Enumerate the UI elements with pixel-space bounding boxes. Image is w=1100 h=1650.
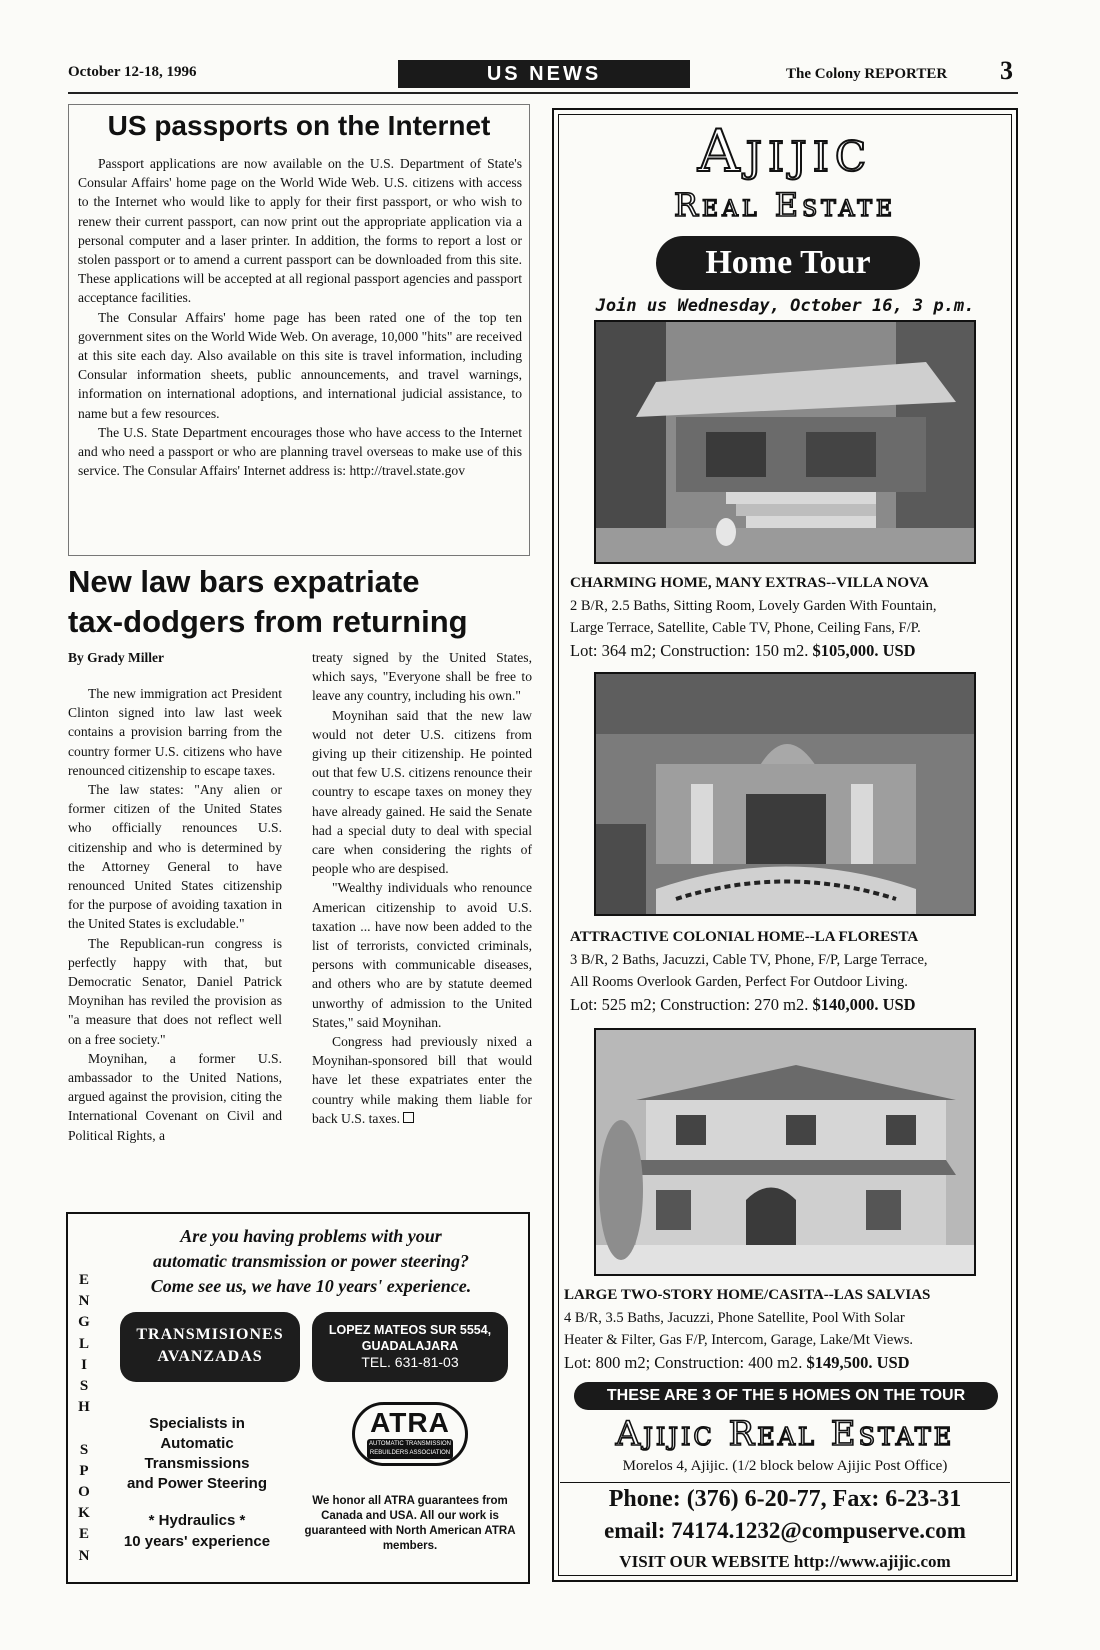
listing-villa-nova [570, 572, 1006, 662]
listing-title: ATTRACTIVE COLONIAL HOME--LA FLORESTA [570, 929, 919, 945]
passport-paragraph: The U.S. State Department encourages those who have access to the Internet and who need a passport or who are planning travel overseas to make use of this service. The Consular Affairs' Internet address is: http://travel.state.gov [78, 424, 522, 479]
vertical-letter: E [78, 1526, 89, 1543]
passport-article-body [78, 154, 522, 480]
transmission-ad-headline [96, 1224, 526, 1299]
tour-date-text: Join us Wednesday, October 16, 3 p.m. [595, 296, 975, 316]
law-paragraph: The law states: "Any alien or former citizen of the United States who officially renounces U.S. citizenship and who is determined by the Attorney General to have renounced United States citizenship for the purpose of avoiding taxation in the United States is excludable." [68, 782, 282, 932]
law-article-column-2 [312, 648, 532, 1128]
listing-title: CHARMING HOME, MANY EXTRAS--VILLA NOVA [570, 575, 929, 591]
vertical-letter: N [78, 1547, 90, 1564]
experience-line: 10 years' experience [123, 1533, 271, 1550]
headline-line: Are you having problems with your [180, 1226, 442, 1246]
phone-line: TEL. 631-81-03 [361, 1354, 459, 1370]
spec-line: Transmissions [144, 1455, 250, 1472]
headline-line: tax-dodgers from returning [68, 604, 468, 639]
listing-la-floresta [570, 926, 1006, 1016]
law-paragraph: treaty signed by the United States, which says, "Everyone shall be free to leave any country, including his own." [312, 650, 532, 704]
ajijic-logo-title: Ajijic [697, 117, 873, 185]
spec-line: and Power Steering [126, 1475, 268, 1492]
listing-details: 4 B/R, 3.5 Baths, Jacuzzi, Phone Satellite, Pool With Solar [564, 1309, 905, 1326]
hydraulics-line: * Hydraulics * [148, 1512, 246, 1529]
home-tour-badge: Home Tour [656, 236, 920, 290]
specialists-text [104, 1414, 290, 1494]
law-paragraph-text: Congress had previously nixed a Moynihan-sponsored bill that would have let these expatriates enter the country while making them liable for back U.S. taxes. [312, 1034, 532, 1126]
end-of-story-icon [403, 1112, 414, 1123]
listing-details: Heater & Filter, Gas F/P, Intercom, Garage, Lake/Mt Views. [564, 1332, 914, 1348]
listing-lot-line [570, 994, 1006, 1017]
vertical-letter: O [78, 1484, 90, 1501]
passport-article-title: US passports on the Internet [107, 110, 491, 141]
contact-divider [560, 1482, 1010, 1483]
listing-price: $149,500. USD [806, 1352, 910, 1372]
vertical-letter: S [79, 1441, 89, 1458]
law-paragraph: Moynihan, a former U.S. ambassador to the United Nations, argued against the provision, citing the International Covenant on Civil and Political Rights, a [68, 1050, 282, 1143]
la-floresta-house-photo [594, 672, 976, 916]
spec-line: Automatic [160, 1435, 234, 1452]
listing-lot-line [564, 1352, 1010, 1375]
vertical-letter: I [81, 1356, 87, 1373]
hydraulics-text [104, 1510, 290, 1552]
atra-logo-text: ATRA [370, 1407, 450, 1438]
listing-lot: Lot: 525 m2; Construction: 270 m2. [570, 994, 809, 1014]
section-banner: US NEWS [398, 60, 690, 88]
email-address: email: 74174.1232@compuserve.com [604, 1518, 966, 1543]
headline-line: New law bars expatriate [68, 564, 420, 599]
vertical-letter: P [79, 1462, 89, 1479]
vertical-letter: L [78, 1335, 89, 1352]
business-name-line: AVANZADAS [157, 1348, 263, 1365]
law-paragraph: The Republican-run congress is perfectly happy with that, but Democratic Senator, Daniel Patrick Moynihan has reviled the provision as "a measure that does not reflect well on a free society." [68, 935, 282, 1047]
vertical-letter: N [78, 1293, 90, 1310]
house-photo-2-drawing [596, 674, 974, 914]
passport-paragraph: The Consular Affairs' home page has been rated one of the top ten government sites on the World Wide Web. On average, 10,000 "hits" are received at this site each day. Also available on this site is travel information, including Consular information sheets, public announcements, and travel warnings, information on international adoptions, and international judicial assistance, to name but a few resources. [78, 309, 522, 421]
vertical-letter: H [78, 1399, 90, 1416]
listing-details: 2 B/R, 2.5 Baths, Sitting Room, Lovely Garden With Fountain, [570, 597, 937, 614]
business-name-line: TRANSMISIONES [136, 1326, 284, 1343]
website-url: VISIT OUR WEBSITE http://www.ajijic.com [619, 1552, 951, 1571]
law-paragraph: Moynihan said that the new law would not deter U.S. citizens from giving up their citizenship. He pointed out that few U.S. citizens renounce their country to escape taxes on money they have already gained. He said the Senate had a special duty to deal with special care when considering the rights of people who are despised. [312, 707, 532, 877]
office-address: Morelos 4, Ajijic. (1/2 block below Ajijic Post Office) [622, 1458, 948, 1474]
issue-date: October 12-18, 1996 [68, 64, 197, 80]
headline-line: automatic transmission or power steering? [152, 1251, 470, 1271]
tour-homes-banner: THESE ARE 3 OF THE 5 HOMES ON THE TOUR [574, 1382, 998, 1410]
las-salvias-house-photo [594, 1028, 976, 1276]
listing-las-salvias [564, 1284, 1010, 1374]
business-name-badge [120, 1312, 300, 1382]
vertical-letter: G [78, 1314, 90, 1331]
vertical-letter: E [78, 1272, 89, 1288]
vertical-letter-space [74, 1418, 94, 1439]
listing-details: 3 B/R, 2 Baths, Jacuzzi, Cable TV, Phone, F/P, Large Terrace, [570, 951, 928, 968]
house-photo-1-drawing [596, 322, 974, 562]
passport-paragraph: Passport applications are now available on the U.S. Department of State's Consular Affairs' home page on the World Wide Web. U.S. citizens with access to the Internet who would like to apply for their first passport, or who wish to renew their current passport, can now print out the appropriate application via a personal computer and a laser printer. In addition, the forms to report a lost or stolen passport or to amend a current passport can be downloaded from this site. These applications will be accepted at all regional passport agencies and passport acceptance facilities. [78, 156, 522, 306]
listing-details: Large Terrace, Satellite, Cable TV, Phone, Ceiling Fans, F/P. [570, 620, 921, 636]
law-paragraph: The new immigration act President Clinton signed into law last week contains a provision barring from the country former U.S. citizens who have renounced citizenship to escape taxes. [68, 686, 282, 778]
listing-lot: Lot: 800 m2; Construction: 400 m2. [564, 1352, 803, 1372]
listing-details: All Rooms Overlook Garden, Perfect For Outdoor Living. [570, 974, 908, 990]
listing-lot-line [570, 640, 1006, 663]
vertical-letter: K [78, 1505, 90, 1522]
law-article-column-1 [68, 684, 282, 1145]
listing-price: $140,000. USD [812, 994, 916, 1014]
real-estate-subtitle: Real Estate [673, 186, 897, 224]
address-line: GUADALAJARA [361, 1339, 459, 1353]
ajijic-real-estate-logo-bottom: Ajijic Real Estate [615, 1414, 955, 1454]
phone-fax: Phone: (376) 6-20-77, Fax: 6-23-31 [608, 1486, 962, 1512]
listing-price: $105,000. USD [812, 640, 916, 660]
law-paragraph-last [312, 1032, 532, 1128]
spec-line: Specialists in [149, 1415, 245, 1432]
byline: By Grady Miller [68, 650, 164, 665]
law-article-headline [68, 562, 538, 642]
vertical-letter: S [79, 1378, 89, 1395]
address-line: LOPEZ MATEOS SUR 5554, [328, 1323, 492, 1337]
english-spoken-vertical [74, 1270, 94, 1567]
page-number: 3 [1000, 56, 1013, 85]
headline-line: Come see us, we have 10 years' experience. [150, 1276, 472, 1296]
listing-lot: Lot: 364 m2; Construction: 150 m2. [570, 640, 809, 660]
atra-logo-subtext: AUTOMATIC TRANSMISSION REBUILDERS ASSOCIATION [367, 1439, 453, 1459]
atra-guarantee-text: We honor all ATRA guarantees from Canada and USA. All our work is guaranteed with North American ATRA members. [304, 1495, 516, 1552]
masthead-rule [68, 92, 1018, 94]
business-address-badge [312, 1312, 508, 1382]
law-paragraph: "Wealthy individuals who renounce American citizenship to avoid U.S. taxation ... have now been added to the list of terrorists, convicted criminals, persons with communicable diseases, and others who are by statute deemed unworthy of admission to the United States," said Moynihan. [312, 880, 532, 1030]
villa-nova-house-photo [594, 320, 976, 564]
house-photo-3-drawing [596, 1030, 974, 1274]
atra-logo-icon [352, 1402, 468, 1466]
listing-title: LARGE TWO-STORY HOME/CASITA--LAS SALVIAS [564, 1287, 931, 1303]
newspaper-name: The Colony REPORTER [786, 66, 948, 82]
